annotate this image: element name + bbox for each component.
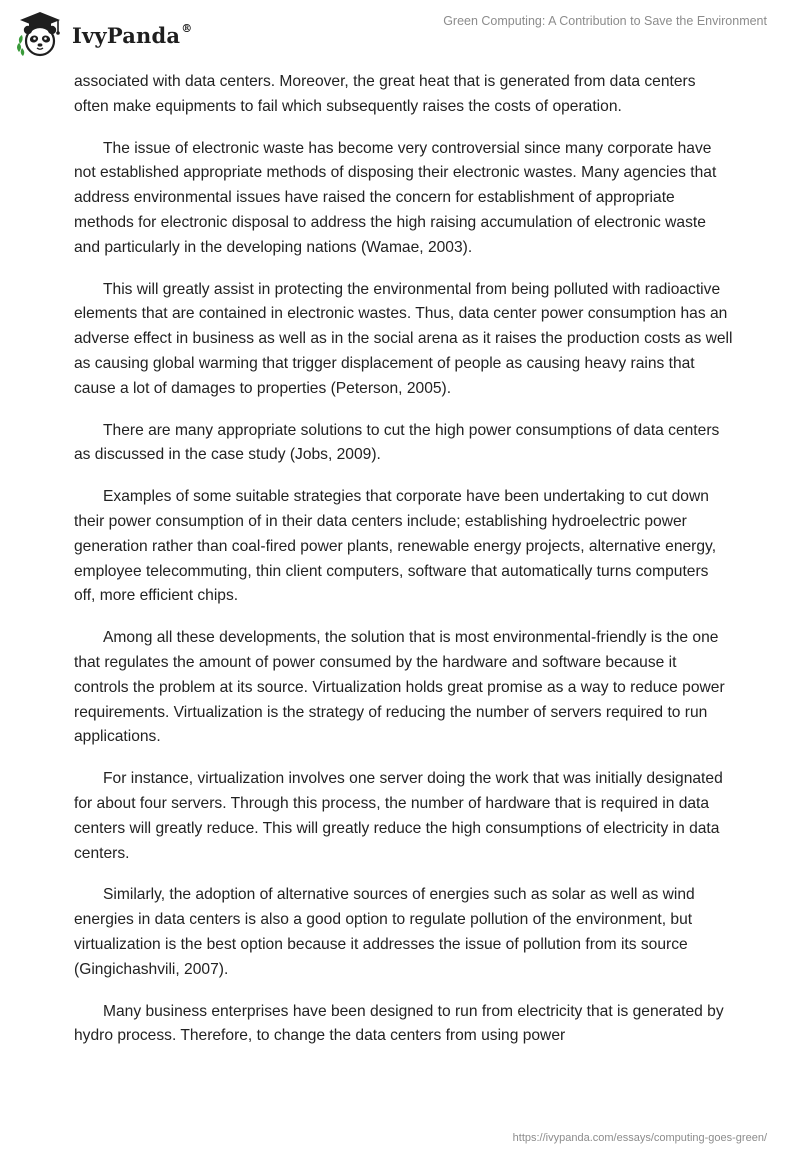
document-title: Green Computing: A Contribution to Save the Environment xyxy=(443,14,767,28)
paragraph-7: For instance, virtualization involves one server doing the work that was initially designated for about four servers. Through this process, the number of hardware that is required in data centers will greatly reduce. This will greatly reduce the high consumptions of electricity in data centers. xyxy=(74,770,723,862)
paragraph-2: The issue of electronic waste has become very controversial since many corporate have not established appropriate methods of disposing their electronic wastes. Many agencies that address environmental issues have raised the concern for establishment of appropriate methods for electronic disposal to address the high raising accumulation of electronic waste and particularly in the developing nations (Wamae, 2003). xyxy=(74,139,717,256)
paragraph-6: Among all these developments, the solution that is most environmental-friendly is the one that regulates the amount of power consumed by the hardware and software because it controls the problem at its source. Virtualization holds great promise as a way to reduce power requirements. Virtualization is the strategy of reducing the number of servers required to run applications. xyxy=(74,629,725,746)
page-header xyxy=(0,0,800,70)
paragraph-1: associated with data centers. Moreover, the great heat that is generated from data centers often make equipments to fail which subsequently raises the costs of operation. xyxy=(74,73,696,115)
registered-mark: ® xyxy=(181,21,193,35)
essay-body xyxy=(74,70,734,1066)
paragraph-4: There are many appropriate solutions to cut the high power consumptions of data centers as discussed in the case study (Jobs, 2009). xyxy=(74,421,720,464)
paragraph-5: Examples of some suitable strategies that corporate have been undertaking to cut down their power consumption of in their data centers include; establishing hydroelectric power generation rather than coal-fired power plants, renewable energy projects, alternative energy, employee telecommuting, thin client computers, software that automatically turns computers off, more efficient chips. xyxy=(74,488,717,605)
brand-name-text: IvyPanda xyxy=(72,22,181,48)
paragraph-8: Similarly, the adoption of alternative sources of energies such as solar as well as wind energies in data centers is also a good option to regulate pollution of the environment, but virtualization is the best option because it addresses the issue of pollution from its source (Gingichashvili, 2007). xyxy=(74,886,695,978)
brand-name xyxy=(72,23,192,48)
paragraph-3: This will greatly assist in protecting the environmental from being polluted with radioactive elements that are contained in electronic wastes. Thus, data center power consumption has an adverse effect in business as well as in the social arena as it raises the production costs as well as causing global warming that trigger displacement of people as causing heavy rains that cause a lot of damages to properties (Peterson, 2005). xyxy=(74,280,733,397)
source-url-link[interactable]: https://ivypanda.com/essays/computing-goes-green/ xyxy=(512,1132,767,1144)
panda-logo-icon xyxy=(14,8,66,60)
paragraph-9: Many business enterprises have been designed to run from electricity that is generated by hydro process. Therefore, to change the data centers from using power xyxy=(74,1002,724,1045)
brand-logo[interactable] xyxy=(14,8,192,60)
